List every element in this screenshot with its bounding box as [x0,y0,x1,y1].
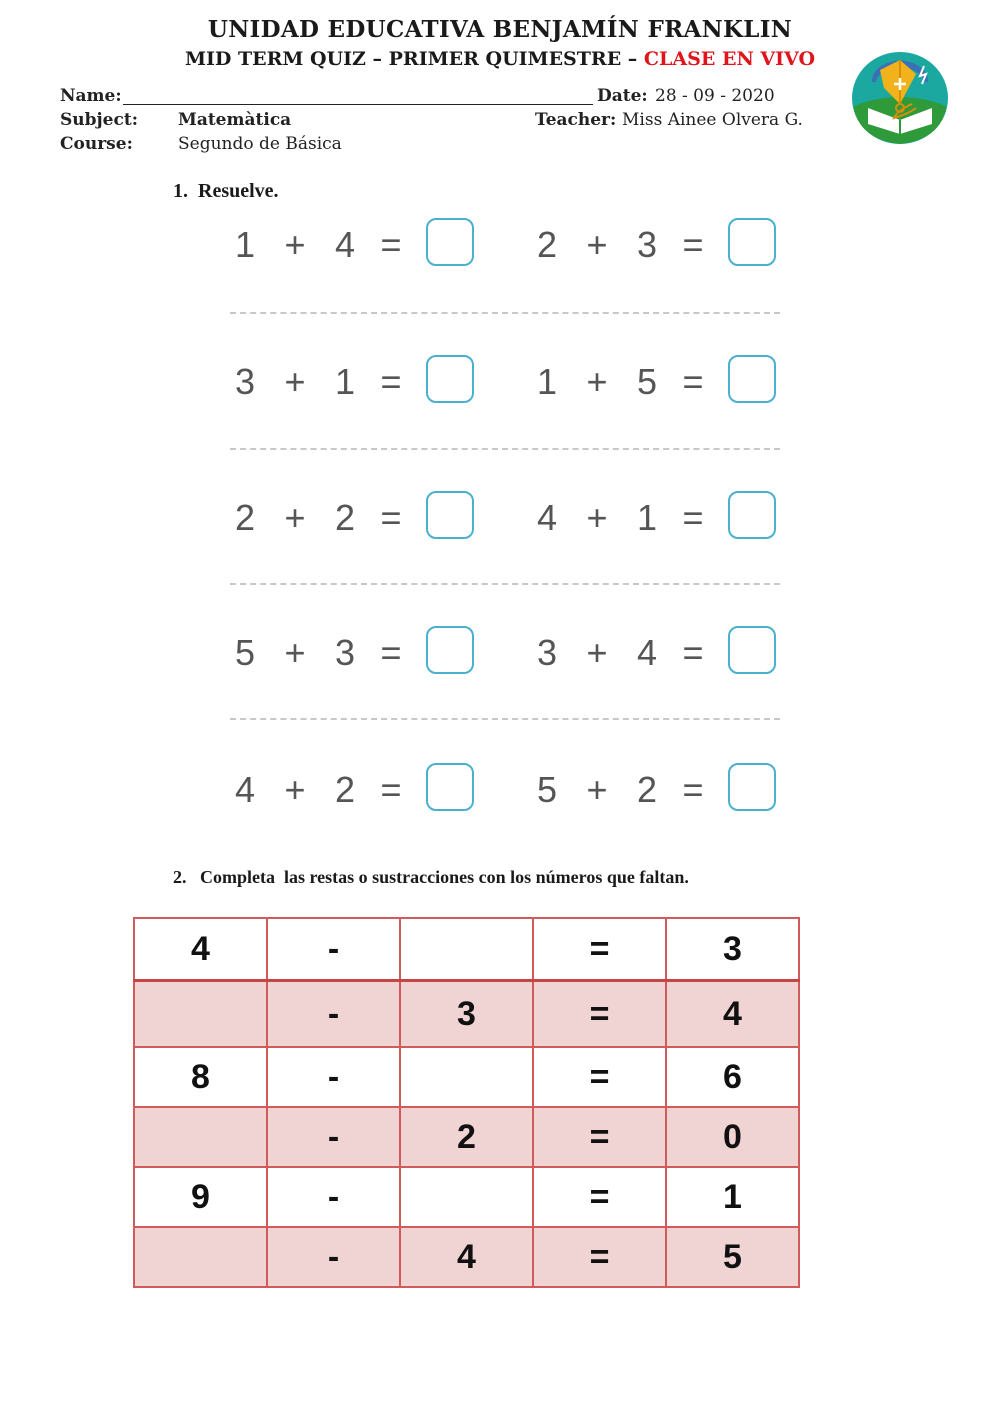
minus-sign-cell: - [267,1107,400,1167]
q1-text: Resuelve. [198,180,279,202]
blank-answer-cell[interactable] [400,1047,533,1107]
equals-sign-cell: = [533,981,666,1048]
subtitle-live: CLASE EN VIVO [643,48,816,70]
equation [532,626,782,680]
teacher-label: Teacher: [535,110,617,130]
answer-box[interactable] [728,626,776,674]
number-cell: 1 [666,1167,799,1227]
equals-sign: = [682,497,704,538]
equals-sign-cell: = [533,1107,666,1167]
answer-box[interactable] [426,218,474,266]
plus-sign: + [284,769,306,810]
equals-sign-cell: = [533,1047,666,1107]
minus-sign-cell: - [267,1227,400,1287]
blank-answer-cell[interactable] [134,981,267,1048]
equation [532,355,782,409]
table-row [134,1047,799,1107]
equals-sign: = [682,632,704,673]
blank-answer-cell[interactable] [134,1107,267,1167]
minus-sign-cell: - [267,918,400,981]
minus-sign-cell: - [267,1167,400,1227]
equals-sign: = [380,361,402,402]
first-number: 3 [536,632,558,673]
answer-box[interactable] [426,355,474,403]
equation [532,218,782,272]
plus-sign: + [586,224,608,265]
number-cell: 2 [400,1107,533,1167]
first-number: 3 [234,361,256,402]
table-row [134,1107,799,1167]
equals-sign: = [682,361,704,402]
equals-sign: = [380,497,402,538]
plus-sign: + [586,361,608,402]
answer-box[interactable] [426,626,474,674]
equals-sign-cell: = [533,918,666,981]
q2-number: 2. [173,867,187,887]
subject-value: Matemàtica [178,110,292,130]
number-cell: 8 [134,1047,267,1107]
blank-answer-cell[interactable] [400,918,533,981]
name-field[interactable] [123,104,593,105]
second-number: 4 [334,224,356,265]
q2-title [173,867,689,888]
first-number: 2 [536,224,558,265]
equation [230,218,480,272]
equals-sign: = [380,224,402,265]
dashed-divider [230,448,780,450]
second-number: 1 [636,497,658,538]
second-number: 3 [636,224,658,265]
equation [532,763,782,817]
plus-sign: + [284,632,306,673]
first-number: 1 [234,224,256,265]
school-logo-icon [850,48,950,148]
dashed-divider [230,583,780,585]
first-number: 4 [536,497,558,538]
first-number: 5 [234,632,256,673]
number-cell: 4 [134,918,267,981]
equation [532,491,782,545]
blank-answer-cell[interactable] [400,1167,533,1227]
number-cell: 3 [400,981,533,1048]
equation [230,763,480,817]
date-label: Date: [597,86,648,106]
dashed-divider [230,718,780,720]
equals-sign: = [682,224,704,265]
name-label: Name: [60,86,122,106]
dashed-divider [230,312,780,314]
equation [230,491,480,545]
plus-sign: + [586,632,608,673]
equation [230,626,480,680]
second-number: 5 [636,361,658,402]
first-number: 4 [234,769,256,810]
plus-sign: + [586,497,608,538]
equals-sign: = [380,769,402,810]
number-cell: 4 [400,1227,533,1287]
minus-sign-cell: - [267,1047,400,1107]
plus-sign: + [284,224,306,265]
subject-label: Subject: [60,110,138,130]
plus-sign: + [586,769,608,810]
equation [230,355,480,409]
first-number: 2 [234,497,256,538]
number-cell: 4 [666,981,799,1048]
q2-text: Completa las restas o sustracciones con los números que faltan. [200,867,689,887]
equals-sign-cell: = [533,1167,666,1227]
date-value: 28 - 09 - 2020 [655,86,775,106]
minus-sign-cell: - [267,981,400,1048]
second-number: 4 [636,632,658,673]
subtraction-table [133,917,800,1288]
subtitle-main: MID TERM QUIZ – PRIMER QUIMESTRE – [184,48,638,70]
course-value: Segundo de Básica [178,134,342,154]
equals-sign-cell: = [533,1227,666,1287]
second-number: 3 [334,632,356,673]
equals-sign: = [682,769,704,810]
number-cell: 3 [666,918,799,981]
blank-answer-cell[interactable] [134,1227,267,1287]
table-row [134,1227,799,1287]
plus-sign: + [284,497,306,538]
second-number: 2 [334,769,356,810]
answer-box[interactable] [728,491,776,539]
second-number: 2 [636,769,658,810]
number-cell: 0 [666,1107,799,1167]
answer-box[interactable] [426,763,474,811]
teacher-value: Miss Ainee Olvera G. [622,110,803,130]
table-row [134,918,799,981]
q1-title [173,180,279,203]
number-cell: 9 [134,1167,267,1227]
second-number: 1 [334,361,356,402]
second-number: 2 [334,497,356,538]
answer-box[interactable] [426,491,474,539]
first-number: 1 [536,361,558,402]
course-label: Course: [60,134,133,154]
first-number: 5 [536,769,558,810]
answer-box[interactable] [728,218,776,266]
table-row [134,1167,799,1227]
q1-number: 1. [173,180,188,202]
equals-sign: = [380,632,402,673]
answer-box[interactable] [728,355,776,403]
plus-sign: + [284,361,306,402]
table-row [134,981,799,1048]
answer-box[interactable] [728,763,776,811]
number-cell: 5 [666,1227,799,1287]
school-name: UNIDAD EDUCATIVA BENJAMÍN FRANKLIN [207,16,793,43]
number-cell: 6 [666,1047,799,1107]
